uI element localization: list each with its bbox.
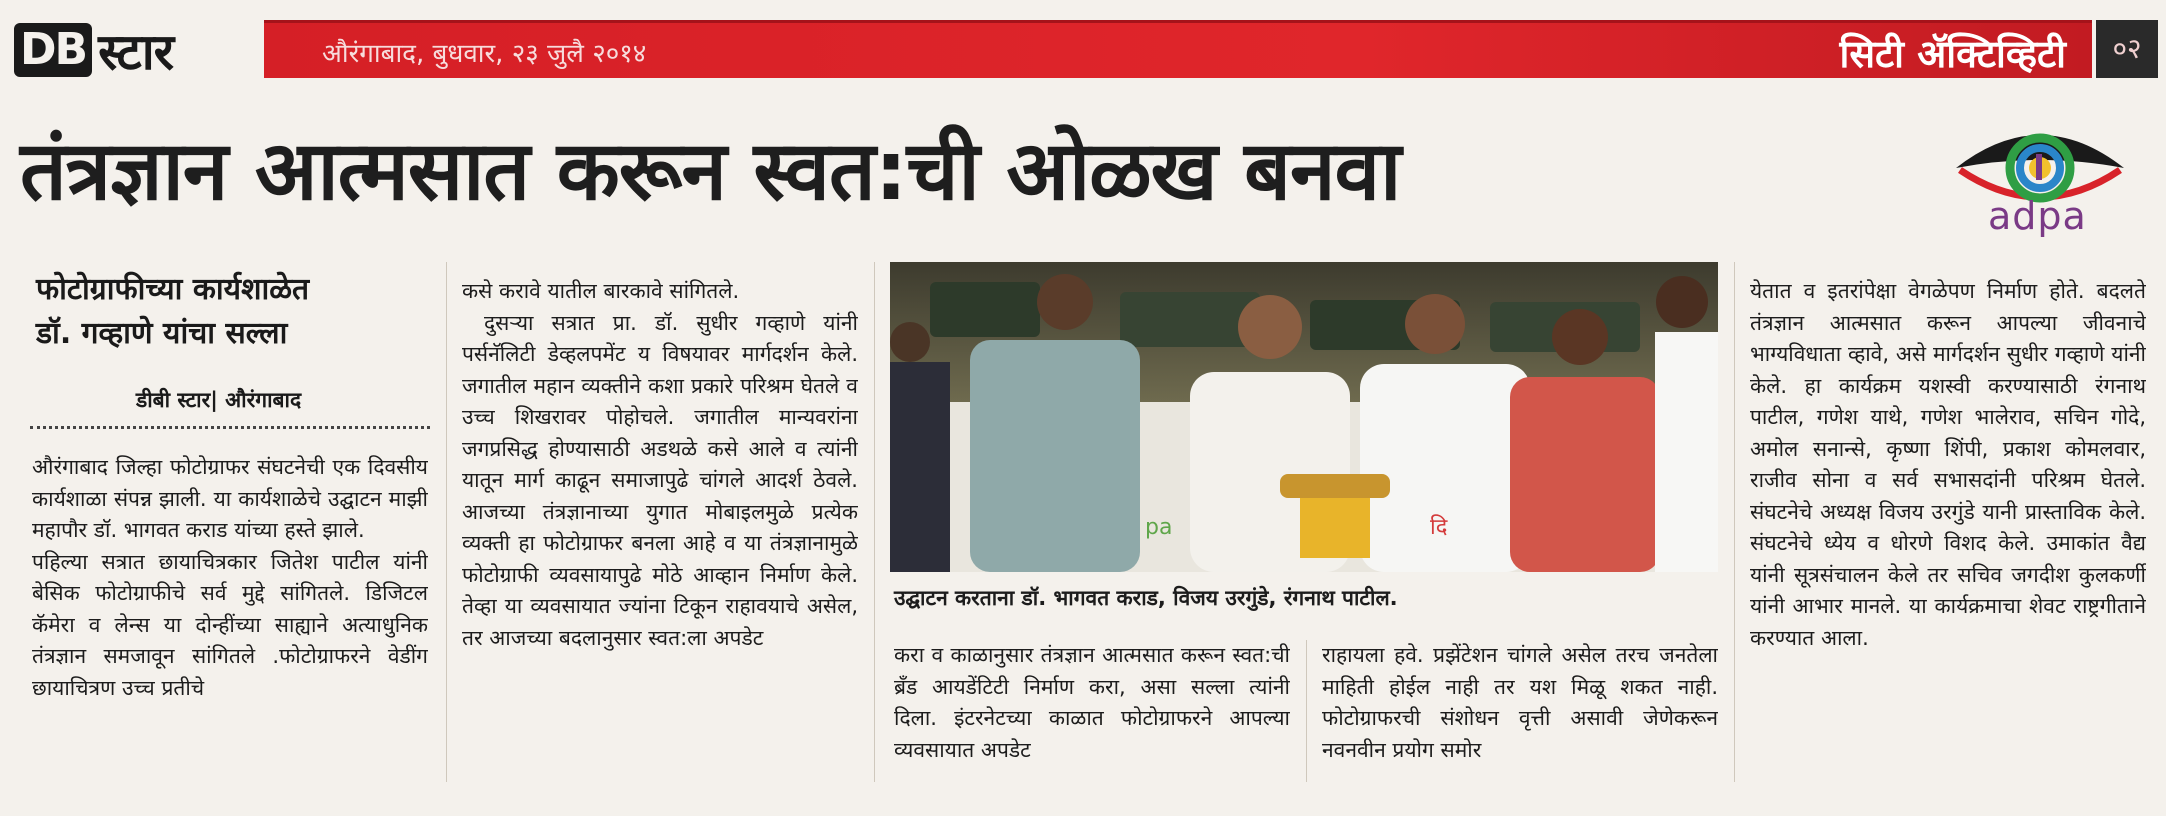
column-1-paragraph-1: औरंगाबाद जिल्हा फोटोग्राफर संघटनेची एक दिवसीय कार्यशाळा संपन्न झाली. या कार्यशाळेचे उद्घाटन माझी महापौर डॉ. भागवत कराड यांच्या हस्ते झाले. [32,455,428,542]
article-column-5 [1750,276,2146,788]
column-5-paragraph: येतात व इतरांपेक्षा वेगळेपण निर्माण होते. बदलते तंत्रज्ञान आत्मसात करून आपल्या जीवनाचे भाग्यविधाता व्हावे, असे मार्गदर्शन सुधीर गव्हाणे यांनी केले. हा कार्यक्रम यशस्वी करण्यासाठी रंगनाथ पाटील, गणेश याथे, गणेश भालेराव, सचिन गोदे, अमोल सनान्से, कृष्णा शिंपी, प्रकाश कोमलवार, राजीव सोना व सर्व सभासदांनी परिश्रम घेतले. संघटनेचे अध्यक्ष विजय उरगुंडे यानी प्रास्ताविक केले. संघटनेचे ध्येय व धोरणे विशद केले. उमाकांत वैद्य यांनी सूत्रसंचालन केले तर सचिव जगदीश कुलकर्णी यांनी आभार मानले. या कार्यक्रमाचा शेवट राष्ट्रगीताने करण्यात आला. [1750,279,2146,650]
subheadline [36,268,426,356]
article-column-3 [894,640,1290,788]
db-star-logo [14,20,254,80]
section-title: सिटी ॲक्टिव्हिटी [1839,32,2066,76]
logo-db-mark: DB [14,23,92,77]
subheadline-line-2: डॉ. गव्हाणे यांचा सल्ला [36,316,288,351]
news-photo-block [890,262,1718,632]
column-rule [446,262,447,782]
column-rule [874,262,875,782]
svg-text:pa: pa [1145,515,1173,540]
masthead [0,0,2166,86]
column-2-paragraph-1: कसे करावे यातील बारकावे सांगितले. [462,279,740,303]
byline: डीबी स्टार| औरंगाबाद [136,388,302,412]
dateline: औरंगाबाद, बुधवार, २३ जुलै २०१४ [322,39,647,69]
headline: तंत्रज्ञान आत्मसात करून स्वत:ची ओळख बनवा [20,124,1401,219]
svg-text:दि: दि [1430,515,1448,540]
adpa-logo-text: adpa [1988,194,2087,238]
column-3-paragraph: करा व काळानुसार तंत्रज्ञान आत्मसात करून स्वत:ची ब्रँड आयडेंटिटी निर्माण करा, असा सल्ला त्यांनी दिला. इंटरनेटच्या काळात फोटोग्राफरने आपल्या व्यवसायात अपडेट [894,643,1290,762]
subheadline-line-1: फोटोग्राफीच्या कार्यशाळेत [36,272,310,307]
event-photo [890,262,1718,572]
byline-divider [30,426,430,429]
logo-star-wordmark: स्टार [98,23,174,81]
masthead-red-bar [264,20,2092,78]
page-number: ०२ [2096,20,2158,78]
article-column-1 [32,452,428,792]
column-4-paragraph: राहायला हवे. प्रझेंटेशन चांगले असेल तरच जनतेला माहिती होईल नाही तर यश मिळू शकत नाही. फोटोग्राफरची संशोधन वृत्ती असावी जेणेकरून नवनवीन प्रयोग समोर [1322,643,1718,762]
article-column-4 [1322,640,1718,788]
column-2-paragraph-2: दुसऱ्या सत्रात प्रा. डॉ. सुधीर गव्हाणे यांनी पर्सनॅलिटी डेव्हलपमेंट य विषयावर मार्गदर्शन केले. जगातील महान व्यक्तीने कशा प्रकारे परिश्रम घेतले व उच्च शिखरावर पोहोचले. जगातील मान्यवरांना जगप्रसिद्ध होण्यासाठी अडथळे कसे आले व त्यांनी यातून मार्ग काढून समाजापुढे चांगले आदर्श ठेवले. आजच्या तंत्रज्ञानाच्या युगात मोबाइलमुळे प्रत्येक व्यक्ती हा फोटोग्राफर बनला आहे व या तंत्रज्ञानामुळे फोटोग्राफी व्यवसायापुढे मोठे आव्हान निर्माण केले. तेव्हा या व्यवसायात ज्यांना टिकून राहावयाचे असेल, तर आजच्या बदलानुसार स्वत:ला अपडेट [462,310,858,650]
column-rule [1734,262,1735,782]
article-column-2 [462,276,858,788]
column-rule [1306,640,1307,782]
column-1-paragraph-2: पहिल्या सत्रात छायाचित्रकार जितेश पाटील यांनी बेसिक फोटोग्राफीचे सर्व मुद्दे सांगितले. डिजिटल कॅमेरा व लेन्स या दोन्हींच्या साह्याने अत्याधुनिक तंत्रज्ञान समजावून सांगितले .फोटोग्राफरने वेडींग छायाचित्रण उच्च प्रतीचे [32,549,428,700]
photo-caption: उद्घाटन करताना डॉ. भागवत कराड, विजय उरगुंडे, रंगनाथ पाटील. [894,586,1398,610]
